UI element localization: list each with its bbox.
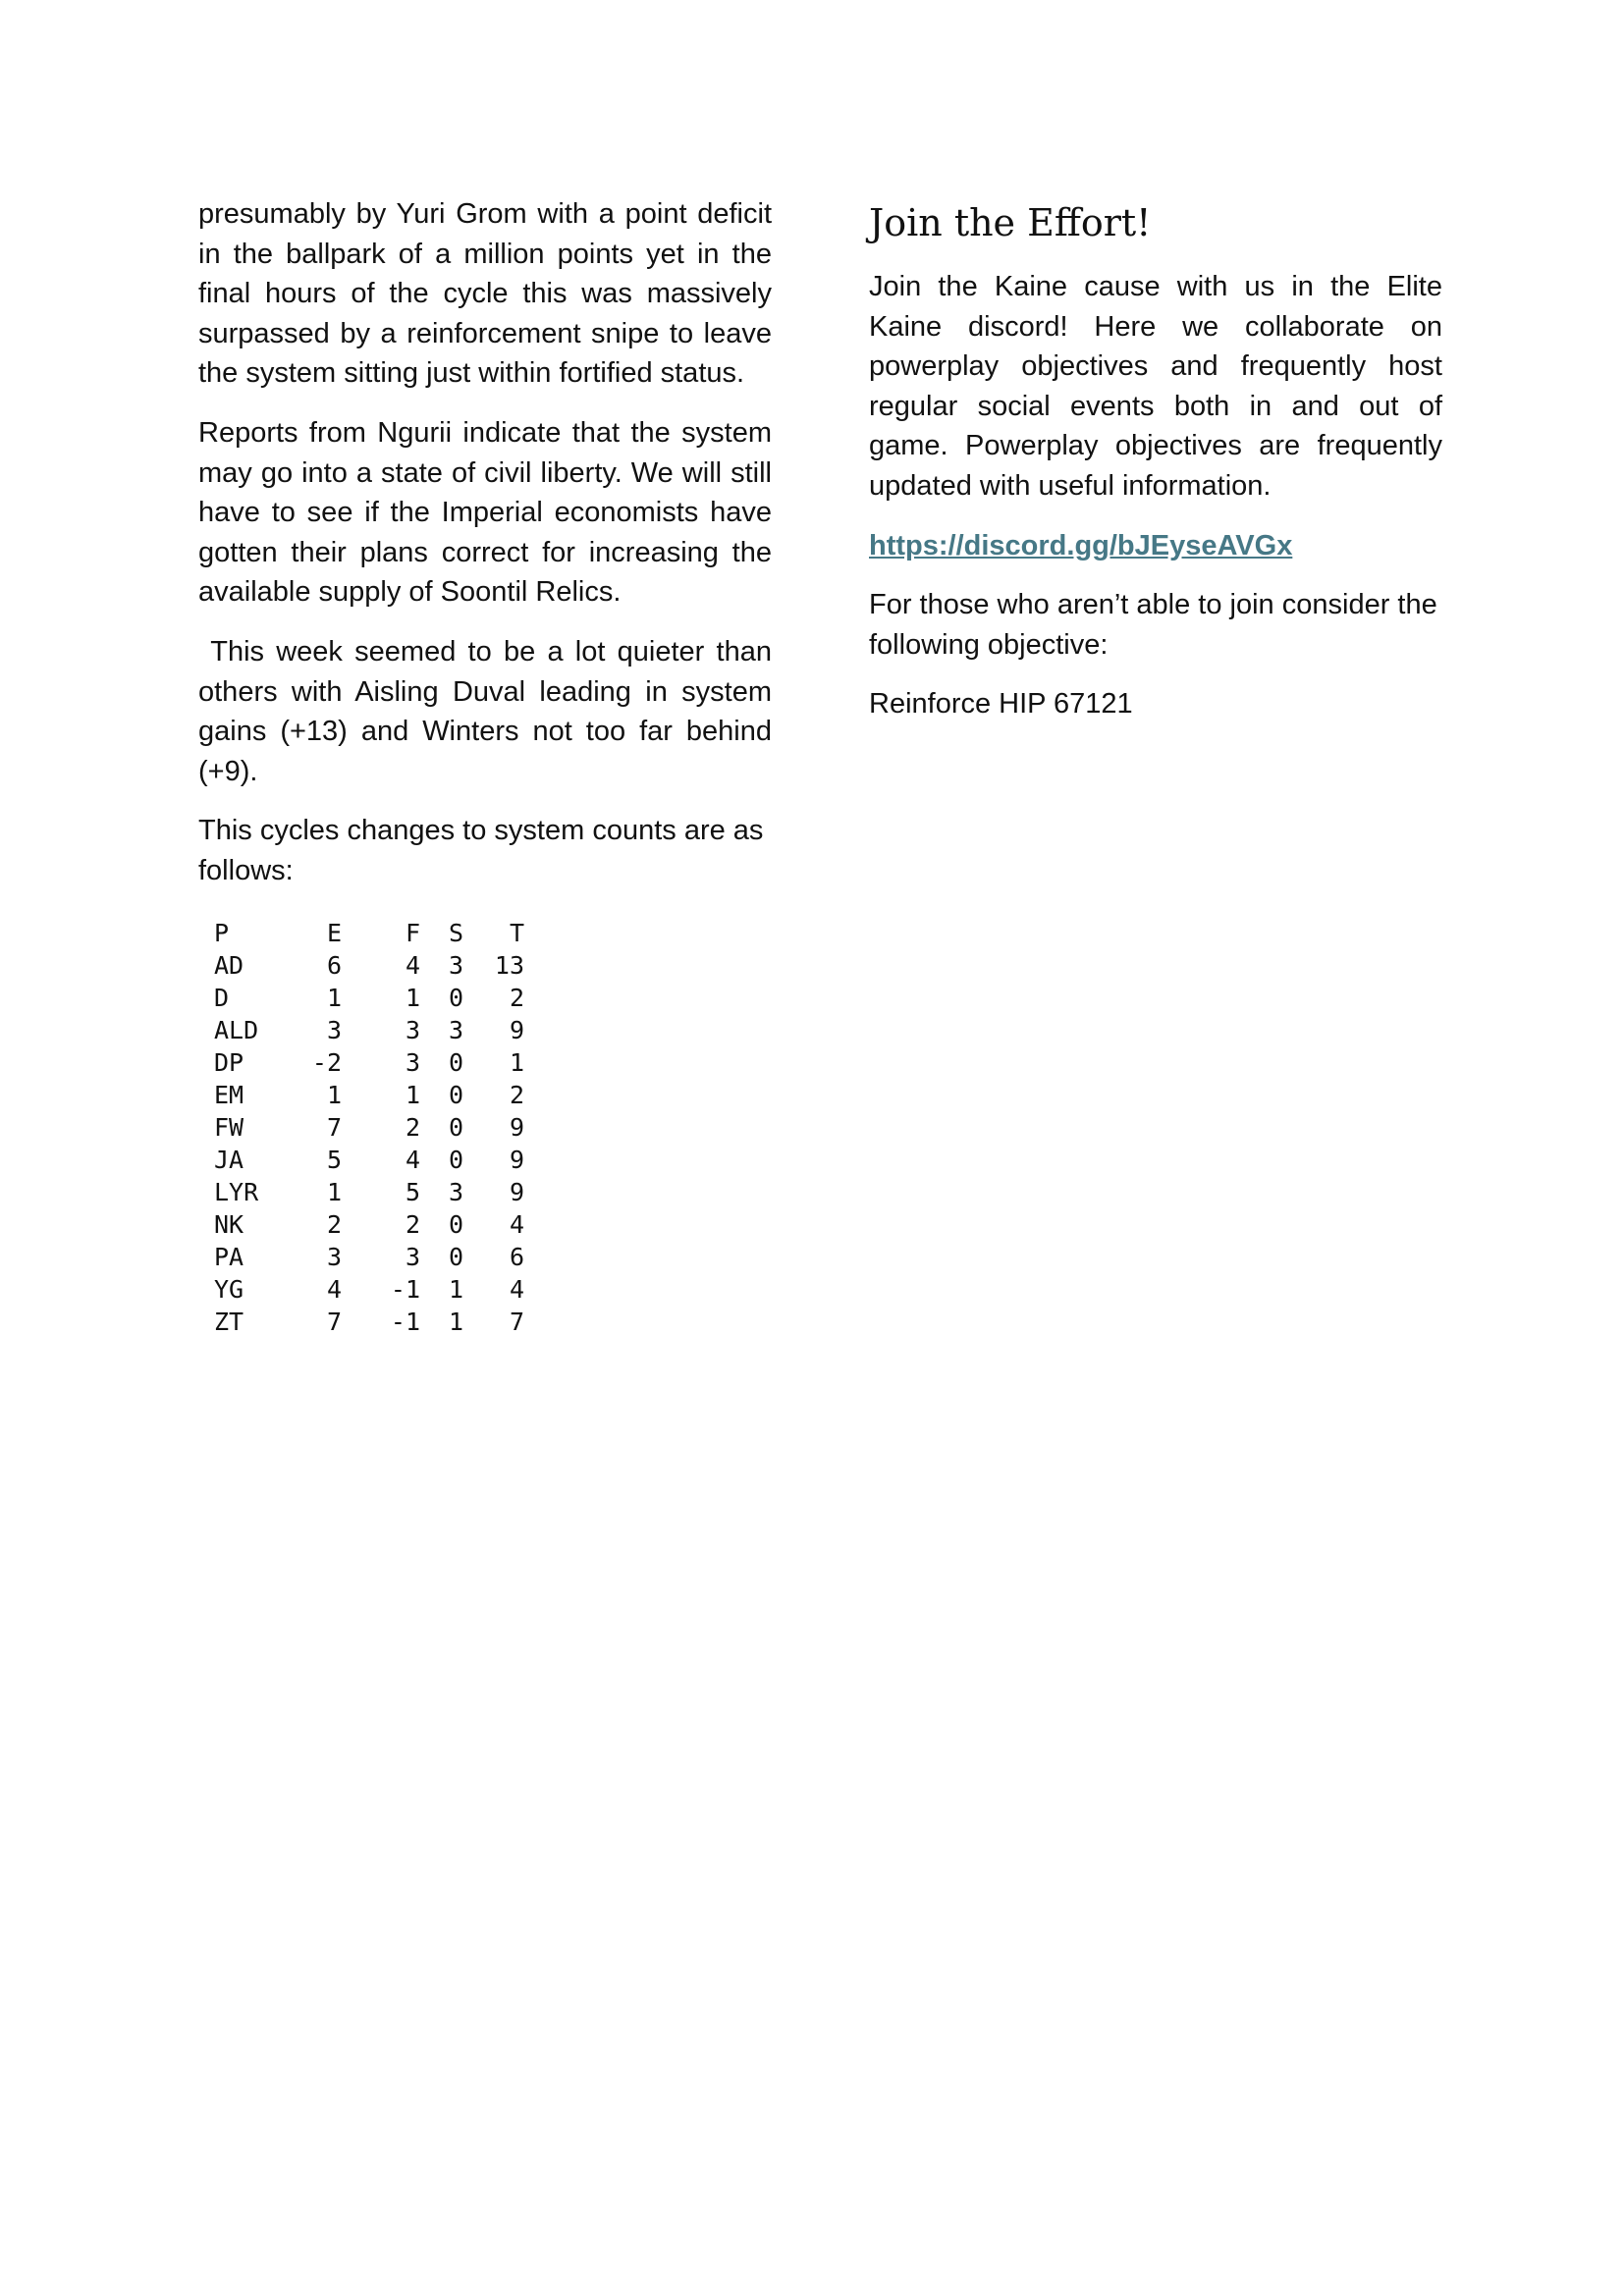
table-row: [214, 1111, 524, 1144]
table-cell: EM: [214, 1080, 244, 1109]
table-cell: 4: [405, 950, 420, 980]
table-cell: 0: [448, 983, 463, 1012]
table-cell: 3: [448, 950, 463, 980]
table-cell: AD: [214, 950, 244, 980]
table-cell: 0: [448, 1145, 463, 1174]
table-cell: 3: [326, 1242, 342, 1271]
table-row: [214, 1046, 524, 1079]
table-cell: 3: [448, 1015, 463, 1044]
paragraph-ngurii: Reports from Ngurii indicate that the system may go into a state of civil liberty. We will still have to see if the Imperial economists have gotten their plans correct for increasing the available supply of Soontil Relics.: [198, 416, 772, 609]
table-cell: 7: [509, 1307, 524, 1336]
table-cell: 1: [448, 1274, 463, 1304]
table-cell: 5: [326, 1145, 342, 1174]
table-cell: 9: [509, 1145, 524, 1174]
table-cell: JA: [214, 1145, 244, 1174]
table-cell: DP: [214, 1047, 244, 1077]
table-cell: 0: [448, 1080, 463, 1109]
table-cell: LYR: [214, 1177, 259, 1206]
column-header-s: S: [448, 918, 463, 947]
right-column: [869, 194, 1442, 744]
discord-invite-link[interactable]: https://discord.gg/bJEyseAVGx: [869, 529, 1293, 561]
table-row: [214, 1014, 524, 1046]
table-cell: 9: [509, 1177, 524, 1206]
table-row: [214, 1176, 524, 1208]
table-cell: 2: [509, 1080, 524, 1109]
table-cell: 2: [405, 1209, 420, 1239]
table-cell: NK: [214, 1209, 244, 1239]
table-cell: 3: [405, 1015, 420, 1044]
table-cell: -1: [390, 1307, 420, 1336]
table-row: [214, 1208, 524, 1241]
table-cell: 4: [509, 1274, 524, 1304]
table-cell: 0: [448, 1047, 463, 1077]
table-row: [214, 1241, 524, 1273]
table-row: [214, 1079, 524, 1111]
table-cell: -2: [311, 1047, 342, 1077]
table-cell: 3: [405, 1047, 420, 1077]
table-cell: 1: [405, 983, 420, 1012]
table-cell: 2: [405, 1112, 420, 1142]
join-effort-heading: Join the Effort!: [869, 201, 1152, 244]
table-cell: 1: [326, 983, 342, 1012]
table-cell: 4: [326, 1274, 342, 1304]
table-cell: 3: [326, 1015, 342, 1044]
table-cell: 7: [326, 1307, 342, 1336]
table-cell: 6: [509, 1242, 524, 1271]
table-cell: FW: [214, 1112, 244, 1142]
table-row: [214, 1306, 524, 1338]
table-cell: 2: [326, 1209, 342, 1239]
table-row: [214, 1144, 524, 1176]
table-row: [214, 949, 524, 982]
table-cell: 7: [326, 1112, 342, 1142]
table-cell: PA: [214, 1242, 244, 1271]
paragraph-quiet-week: This week seemed to be a lot quieter than others with Aisling Duval leading in system gains (+13) and Winters not too far behind (+9).: [198, 635, 772, 787]
table-cell: 6: [326, 950, 342, 980]
system-counts-table: [214, 917, 524, 1338]
objective-intro-paragraph: For those who aren’t able to join consider the following objective:: [869, 589, 1437, 661]
table-cell: 9: [509, 1015, 524, 1044]
table-row: [214, 982, 524, 1014]
table-cell: 0: [448, 1209, 463, 1239]
objective-text: Reinforce HIP 67121: [869, 688, 1133, 721]
paragraph-system-counts-intro: This cycles changes to system counts are as follows:: [198, 815, 764, 886]
column-header-e: E: [326, 918, 342, 947]
table-header-row: [214, 917, 524, 949]
column-header-t: T: [509, 918, 524, 947]
table-cell: -1: [390, 1274, 420, 1304]
table-cell: 3: [405, 1242, 420, 1271]
table-cell: ALD: [214, 1015, 259, 1044]
table-cell: YG: [214, 1274, 244, 1304]
discord-intro-paragraph: Join the Kaine cause with us in the Elite Kaine discord! Here we collaborate on powerplay objectives and frequently host regular social events both in and out of game. Powerplay objectives are frequently updated with useful information.: [869, 271, 1442, 502]
paragraph-yuri-grom: presumably by Yuri Grom with a point deficit in the ballpark of a million points yet in the final hours of the cycle this was massively surpassed by a reinforcement snipe to leave the system sitting just within fortified status.: [198, 198, 772, 390]
table-cell: 0: [448, 1112, 463, 1142]
table-cell: 1: [326, 1080, 342, 1109]
table-cell: 1: [326, 1177, 342, 1206]
table-cell: 1: [448, 1307, 463, 1336]
table-cell: 9: [509, 1112, 524, 1142]
table-cell: ZT: [214, 1307, 244, 1336]
table-cell: 3: [448, 1177, 463, 1206]
table-cell: 1: [509, 1047, 524, 1077]
table-cell: D: [214, 983, 230, 1012]
column-header-power: P: [214, 918, 230, 947]
left-column: [198, 194, 772, 1338]
table-row: [214, 1273, 524, 1306]
table-cell: 0: [448, 1242, 463, 1271]
table-cell: 4: [509, 1209, 524, 1239]
table-cell: 13: [494, 950, 524, 980]
table-cell: 2: [509, 983, 524, 1012]
table-cell: 4: [405, 1145, 420, 1174]
table-cell: 5: [405, 1177, 420, 1206]
table-cell: 1: [405, 1080, 420, 1109]
column-header-f: F: [405, 918, 420, 947]
